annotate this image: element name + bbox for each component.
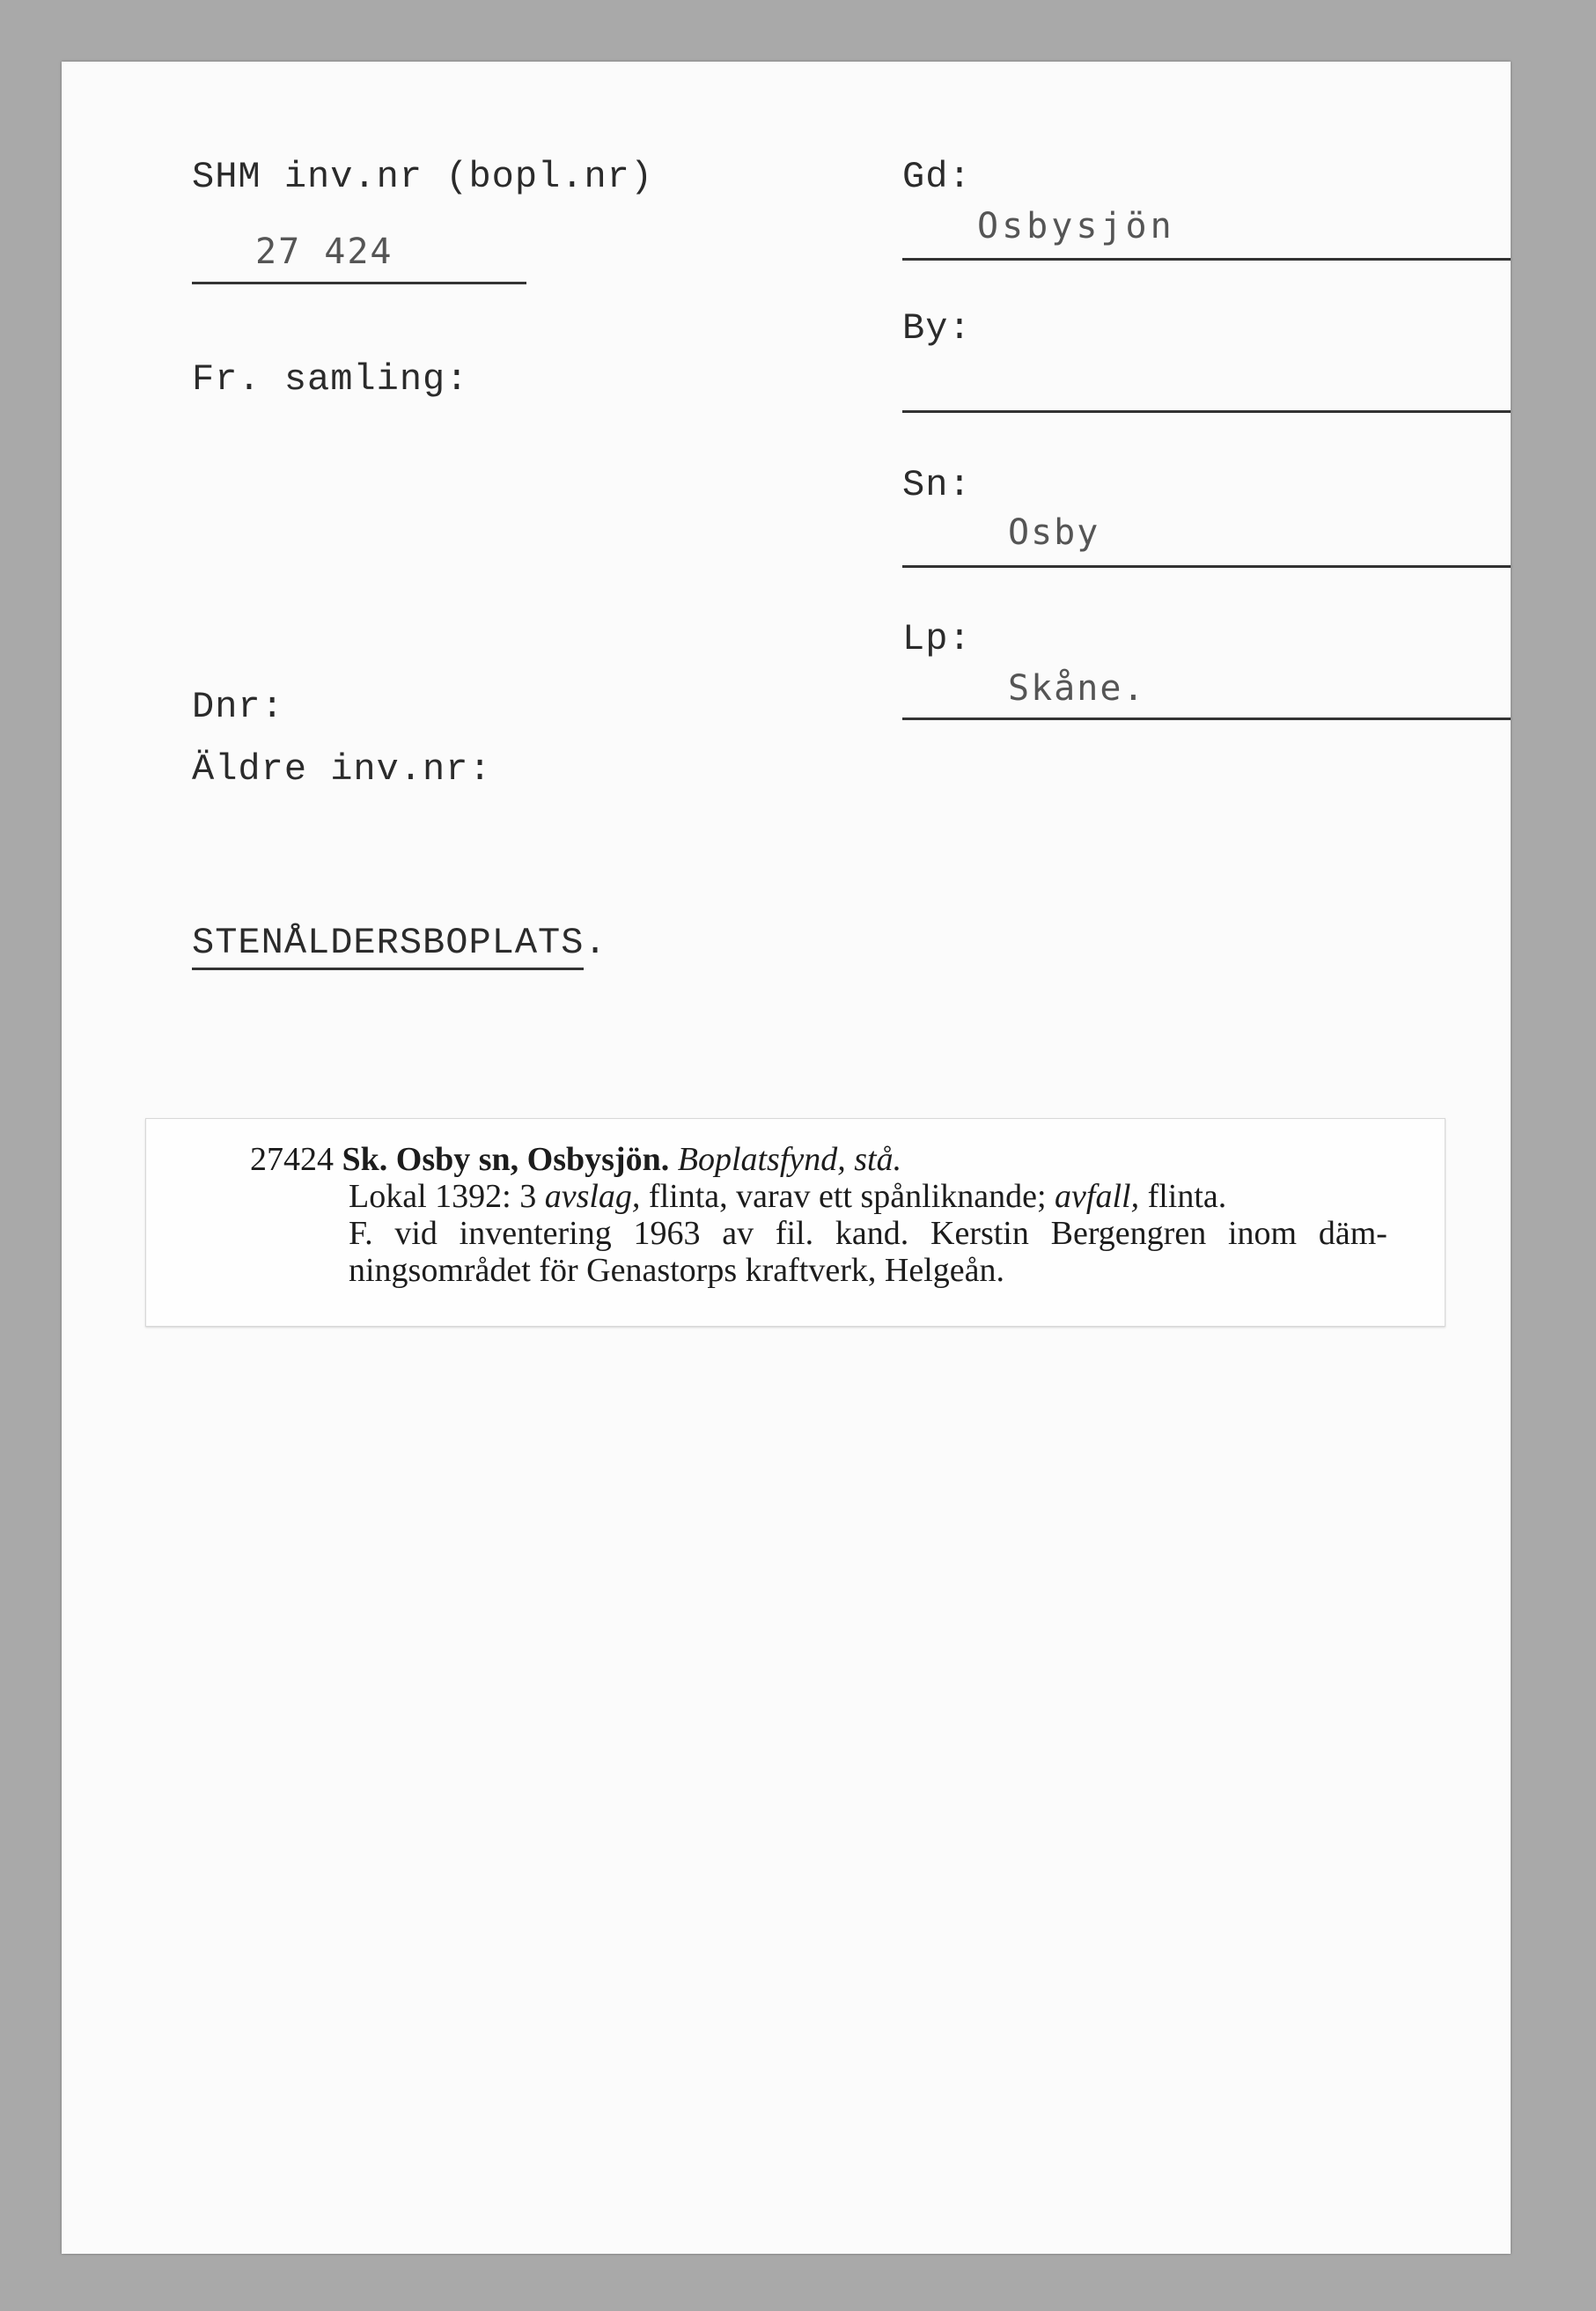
slip-word: av: [722, 1215, 754, 1252]
sn-label: Sn:: [902, 464, 972, 506]
sn-value: Osby: [1008, 512, 1100, 553]
by-rule: [902, 410, 1511, 413]
inv-label: SHM inv.nr (bopl.nr): [192, 156, 654, 198]
slip-line-1: [250, 1142, 901, 1177]
by-label: By:: [902, 307, 972, 350]
slip-line-2d: avfall,: [1055, 1178, 1140, 1215]
category-suffix: .: [584, 922, 607, 964]
slip-word: däm-: [1318, 1215, 1387, 1252]
gd-value: Osbysjön: [977, 206, 1175, 247]
catalog-card: [62, 62, 1511, 2254]
slip-place: Sk. Osby sn, Osbysjön.: [342, 1141, 670, 1178]
lp-value: Skåne.: [1008, 668, 1146, 709]
aldre-inv-label: Äldre inv.nr:: [192, 748, 492, 791]
slip-line-2c: flinta, varav ett spånliknande;: [648, 1178, 1047, 1215]
category-heading: [192, 922, 607, 964]
slip-word: Bergengren: [1050, 1215, 1207, 1252]
sn-rule: [902, 565, 1511, 568]
slip-word: F.: [349, 1215, 373, 1252]
slip-number: 27424: [250, 1141, 334, 1178]
slip-line-2e: flinta.: [1147, 1178, 1227, 1215]
slip-word: 1963: [633, 1215, 701, 1252]
slip-line-2b: avslag,: [544, 1178, 641, 1215]
inv-rule: [192, 282, 526, 284]
slip-line-3: [349, 1216, 1387, 1251]
lp-label: Lp:: [902, 618, 972, 660]
slip-word: Kerstin: [930, 1215, 1029, 1252]
slip-line-4: ningsområdet för Genastorps kraftverk, Helgeån.: [349, 1252, 1004, 1289]
inv-value: 27 424: [255, 232, 393, 272]
gd-rule: [902, 258, 1511, 261]
slip-word: fil.: [775, 1215, 814, 1252]
slip-word: inventering: [459, 1215, 612, 1252]
fr-samling-label: Fr. samling:: [192, 358, 469, 401]
gd-label: Gd:: [902, 156, 972, 198]
dnr-label: Dnr:: [192, 686, 284, 728]
slip-word: kand.: [835, 1215, 909, 1252]
lp-rule: [902, 718, 1511, 720]
category-text: STENÅLDERSBOPLATS: [192, 922, 584, 970]
slip-type: Boplatsfynd, stå.: [677, 1141, 902, 1178]
slip-word: vid: [394, 1215, 438, 1252]
slip-line-2: [349, 1179, 1226, 1214]
slip-word: inom: [1227, 1215, 1298, 1252]
slip-line-2a: Lokal 1392: 3: [349, 1178, 537, 1215]
printed-slip: [145, 1118, 1445, 1327]
